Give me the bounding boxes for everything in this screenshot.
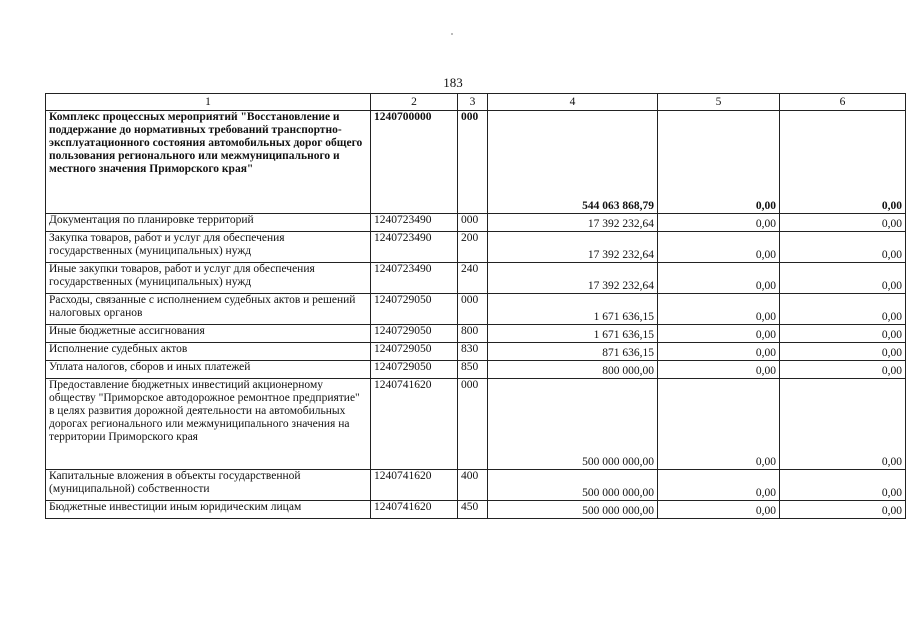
row-name: Документация по планировке территорий [46,214,371,232]
row-value-col4: 871 636,15 [488,343,658,361]
row-value-col4: 1 671 636,15 [488,325,658,343]
row-code: 1240741620 [371,470,458,501]
row-type: 000 [458,294,488,325]
row-name: Расходы, связанные с исполнением судебных актов и решений налоговых органов [46,294,371,325]
row-name: Предоставление бюджетных инвестиций акционерному обществу "Приморское автодорожное ремонтное предприятие" в целях развития дорожной деятельности на автомобильных дорогах регионального или межмуниципального значения на территории Приморского края [46,379,371,470]
row-type: 400 [458,470,488,501]
row-value-col5: 0,00 [658,379,780,470]
row-value-col5: 0,00 [658,470,780,501]
row-value-col6: 0,00 [780,325,906,343]
row-value-col6: 0,00 [780,501,906,519]
table-row [46,325,906,343]
row-value-col6: 0,00 [780,343,906,361]
table-row [46,379,906,470]
row-type: 850 [458,361,488,379]
row-name: Бюджетные инвестиции иным юридическим лицам [46,501,371,519]
row-type: 000 [458,214,488,232]
page-number: 183 [443,75,463,90]
row-type: 000 [458,379,488,470]
column-header: 4 [488,94,658,111]
row-value-col5: 0,00 [658,294,780,325]
row-value-col6: 0,00 [780,470,906,501]
row-value-col5: 0,00 [658,263,780,294]
table-row [46,294,906,325]
table-row [46,214,906,232]
column-header: 1 [46,94,371,111]
budget-table [45,93,906,519]
table-row [46,111,906,214]
row-type: 800 [458,325,488,343]
row-name: Иные закупки товаров, работ и услуг для обеспечения государственных (муниципальных) нужд [46,263,371,294]
table-row [46,361,906,379]
row-value-col4: 800 000,00 [488,361,658,379]
table-row [46,470,906,501]
row-value-col4: 17 392 232,64 [488,214,658,232]
row-value-col6: 0,00 [780,294,906,325]
row-code: 1240729050 [371,361,458,379]
row-value-col6: 0,00 [780,263,906,294]
row-name: Исполнение судебных актов [46,343,371,361]
column-header: 5 [658,94,780,111]
column-header: 6 [780,94,906,111]
row-type: 830 [458,343,488,361]
row-code: 1240723490 [371,232,458,263]
column-header: 3 [458,94,488,111]
row-code: 1240729050 [371,294,458,325]
row-code: 1240723490 [371,263,458,294]
row-value-col6: 0,00 [780,111,906,214]
row-code: 1240700000 [371,111,458,214]
row-name: Капитальные вложения в объекты государственной (муниципальной) собственности [46,470,371,501]
row-code: 1240741620 [371,501,458,519]
row-value-col4: 500 000 000,00 [488,470,658,501]
row-value-col4: 17 392 232,64 [488,263,658,294]
row-type: 200 [458,232,488,263]
row-value-col4: 17 392 232,64 [488,232,658,263]
row-name: Закупка товаров, работ и услуг для обеспечения государственных (муниципальных) нужд [46,232,371,263]
row-value-col5: 0,00 [658,214,780,232]
row-value-col5: 0,00 [658,343,780,361]
row-value-col4: 1 671 636,15 [488,294,658,325]
row-name: Уплата налогов, сборов и иных платежей [46,361,371,379]
row-value-col5: 0,00 [658,111,780,214]
row-value-col5: 0,00 [658,232,780,263]
row-name: Комплекс процессных мероприятий "Восстановление и поддержание до нормативных требований транспортно-эксплуатационного состояния автомобильных дорог общего пользования регионального или межмуниципального и местного значения Приморского края" [46,111,371,214]
row-value-col4: 500 000 000,00 [488,379,658,470]
row-value-col5: 0,00 [658,325,780,343]
row-value-col4: 544 063 868,79 [488,111,658,214]
scan-speck [451,33,453,35]
row-type: 240 [458,263,488,294]
row-code: 1240723490 [371,214,458,232]
row-value-col6: 0,00 [780,232,906,263]
row-code: 1240729050 [371,325,458,343]
header-row [46,94,906,111]
row-name: Иные бюджетные ассигнования [46,325,371,343]
row-value-col6: 0,00 [780,214,906,232]
row-value-col5: 0,00 [658,501,780,519]
row-value-col6: 0,00 [780,361,906,379]
row-value-col6: 0,00 [780,379,906,470]
row-code: 1240741620 [371,379,458,470]
table-row [46,343,906,361]
table-row [46,232,906,263]
table-row [46,501,906,519]
row-value-col4: 500 000 000,00 [488,501,658,519]
table-row [46,263,906,294]
row-type: 450 [458,501,488,519]
row-code: 1240729050 [371,343,458,361]
column-header: 2 [371,94,458,111]
row-value-col5: 0,00 [658,361,780,379]
row-type: 000 [458,111,488,214]
